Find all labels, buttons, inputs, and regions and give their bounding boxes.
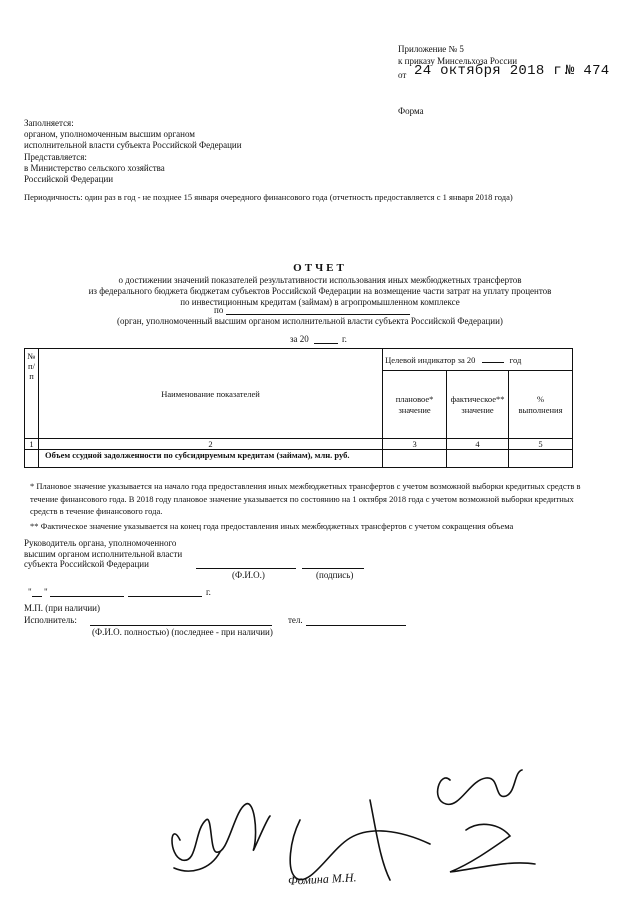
mp-label: М.П. (при наличии)	[24, 603, 100, 613]
fio-caption: (Ф.И.О.)	[232, 570, 265, 580]
stamp-name: Фомина М.Н.	[287, 870, 357, 888]
date-close-quote: "	[44, 587, 48, 597]
col-percent-header: % выполнения	[509, 371, 573, 439]
executor-label: Исполнитель:	[24, 615, 77, 625]
note-actual: ** Фактическое значение указывается на конец года предоставления иных межбюджетных трансфертов с учетом сокращения объема	[30, 521, 514, 531]
report-subject-line3: по инвестиционным кредитам (займам) в агропромышленном комплексе	[180, 297, 460, 307]
head-line1: Руководитель органа, уполномоченного	[24, 538, 177, 548]
phone-label: тел.	[288, 615, 303, 625]
organ-caption: (орган, уполномоченный высшим органом исполнительной власти субъекта Российской Федерации)	[117, 316, 503, 326]
indicators-table	[24, 348, 573, 468]
head-line2: высшим органом исполнительной власти	[24, 549, 183, 559]
filled-by-line1: органом, уполномоченным высшим органом	[24, 129, 195, 139]
target-indicator-header	[383, 349, 573, 371]
date-open-quote: "	[28, 587, 32, 597]
data-row-actual	[447, 450, 509, 468]
appendix-number: Приложение № 5	[398, 44, 464, 54]
col-number-header: № п/ п	[25, 349, 39, 439]
submitted-to-line2: Российской Федерации	[24, 174, 114, 184]
target-year-blank	[482, 362, 504, 363]
report-year-blank	[314, 343, 338, 344]
data-row-num	[25, 450, 39, 468]
date-month-blank	[50, 596, 124, 597]
filled-by-heading: Заполняется:	[24, 118, 74, 128]
index-cell-1: 1	[25, 439, 39, 450]
phone-line	[306, 625, 406, 626]
index-cell-3: 3	[383, 439, 447, 450]
appendix-from-label: от	[398, 70, 407, 80]
target-header-suffix: год	[509, 354, 522, 365]
executor-line	[90, 625, 272, 626]
sign-caption: (подпись)	[316, 570, 354, 580]
submitted-to-heading: Представляется:	[24, 152, 87, 162]
appendix-order: к приказу Минсельхоза России	[398, 56, 518, 66]
form-label: Форма	[398, 106, 424, 116]
head-sign-line	[302, 568, 364, 569]
data-row-planned	[383, 450, 447, 468]
organ-blank-line	[226, 314, 410, 315]
date-day-blank	[32, 596, 42, 597]
report-subject-line1: о достижении значений показателей результативности использования иных межбюджетных трансфертов	[118, 275, 522, 285]
report-subject-line2: из федерального бюджета бюджетам субъектов Российской Федерации на возмещение части затрат на уплату процентов	[88, 286, 552, 296]
appendix-order-number: № 474	[566, 63, 610, 79]
data-row-percent	[509, 450, 573, 468]
head-fio-line	[196, 568, 296, 569]
head-line3: субъекта Российской Федерации	[24, 559, 149, 569]
report-year-prefix: за 20	[290, 334, 309, 344]
report-by-label: по	[214, 305, 224, 315]
date-year-blank	[128, 596, 202, 597]
index-cell-5: 5	[509, 439, 573, 450]
note-planned: * Плановое значение указывается на начало года предоставления иных межбюджетных трансфертов с учетом возможной выборки кредитных средств в течение финансового года. В 2018 году плановое значение указывается по состоянию на 1 октября 2018 года с учетом возможной выборки кредитных средств в течение финансового года.	[30, 481, 581, 516]
executor-caption: (Ф.И.О. полностью) (последнее - при наличии)	[92, 627, 273, 637]
index-cell-2: 2	[38, 439, 382, 450]
date-year-suffix: г.	[206, 587, 211, 597]
report-title: ОТЧЕТ	[293, 262, 347, 274]
periodicity: Периодичность: один раз в год - не позднее 15 января очередного финансового года (отчетность предоставляется с 1 января 2018 года)	[24, 192, 513, 202]
target-header-prefix: Целевой индикатор за 20	[385, 354, 476, 365]
col-planned-header: плановое* значение	[383, 371, 447, 439]
filled-by-line2: исполнительной власти субъекта Российской Федерации	[24, 140, 242, 150]
report-year-suffix: г.	[342, 334, 347, 344]
col-name-header: Наименование показателей	[38, 349, 382, 439]
col-actual-header: фактическое** значение	[447, 371, 509, 439]
submitted-to-line1: в Министерство сельского хозяйства	[24, 163, 165, 173]
appendix-date: 24 октября 2018 г.	[414, 63, 571, 79]
index-cell-4: 4	[447, 439, 509, 450]
data-row-name: Объем ссудной задолженности по субсидируемым кредитам (займам), млн. руб.	[38, 450, 382, 468]
